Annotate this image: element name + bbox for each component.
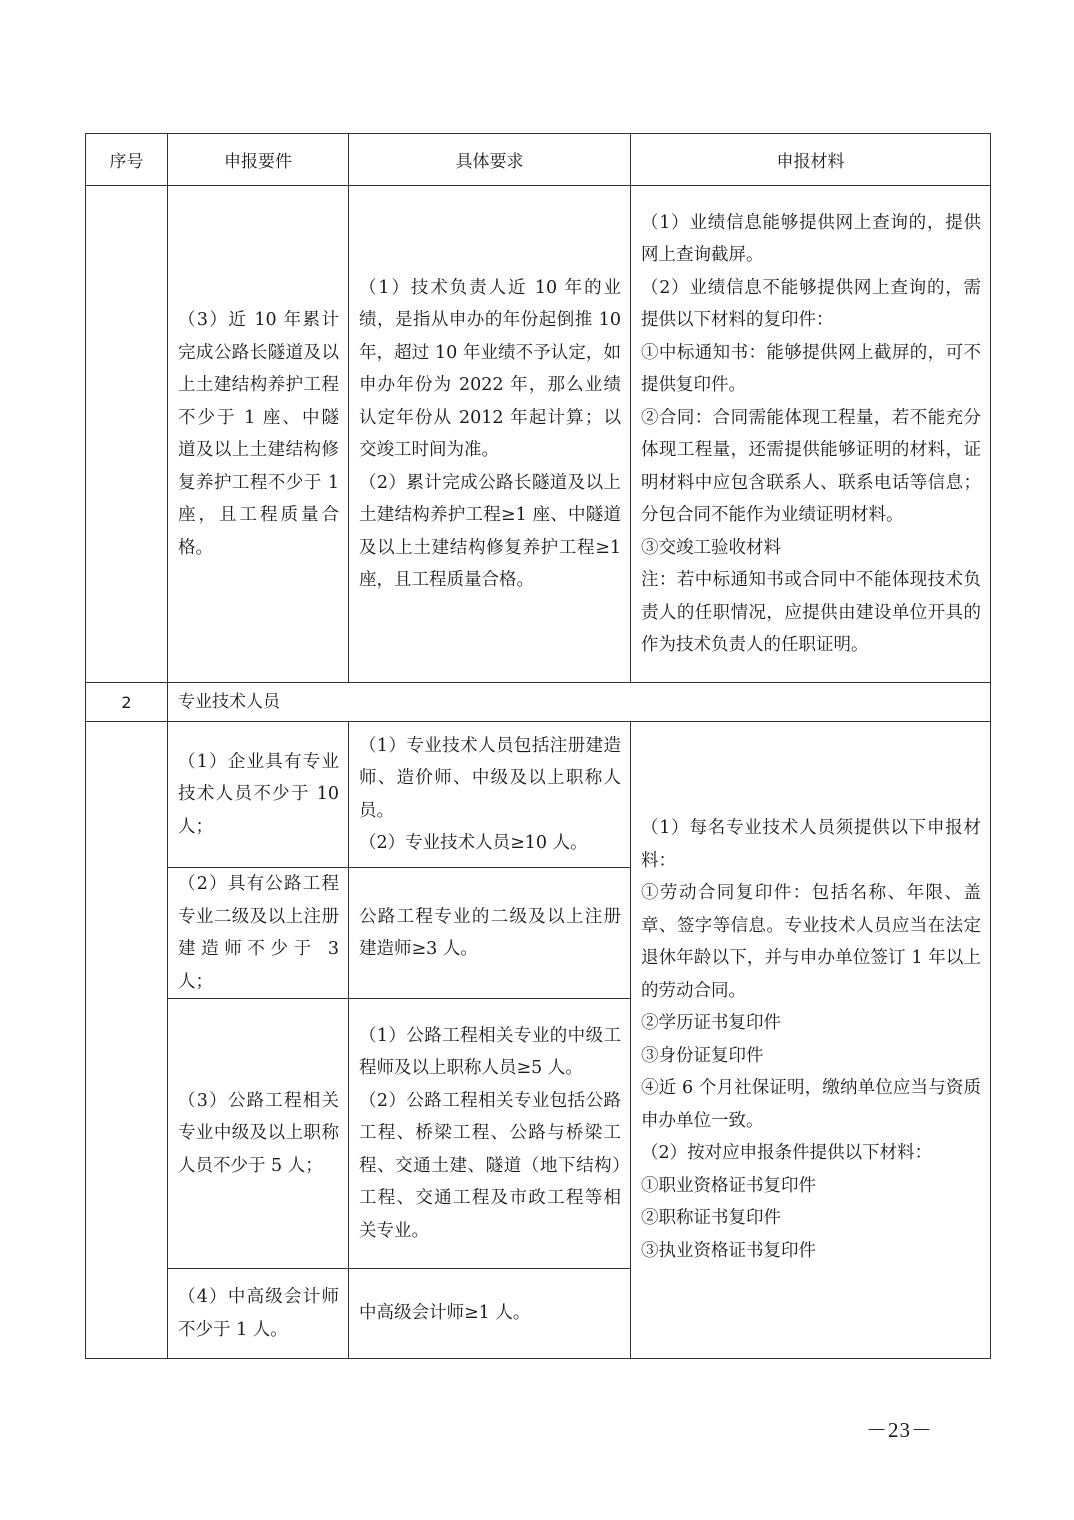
cell-no-empty — [86, 722, 168, 1359]
material-line: （2）按对应申报条件提供以下材料： — [641, 1143, 933, 1163]
section-title: 专业技术人员 — [178, 691, 280, 712]
requirement-line: （2）累计完成公路长隧道及以上土建结构养护工程≥1 座、中隧道及以上土建结构修复养护工程≥1 座，且工程质量合格。 — [359, 472, 621, 590]
cell-item — [168, 186, 349, 683]
section-number: 2 — [86, 683, 168, 722]
cell-item — [168, 722, 349, 868]
requirement-line: （2）公路工程相关专业包括公路工程、桥梁工程、公路与桥梁工程、交通土建、隧道（地下结构）工程、交通工程及市政工程等相关专业。 — [359, 1090, 621, 1241]
staff-item-text: （2）具有公路工程专业二级及以上注册建造师不少于 3 人； — [178, 874, 339, 992]
cell-requirement — [349, 868, 631, 999]
cell-item — [168, 999, 349, 1269]
material-line: 注：若中标通知书或合同中不能体现技术负责人的任职情况，应提供由建设单位开具的作为技术负责人的任职证明。 — [641, 570, 981, 655]
table-row-staff-1 — [86, 722, 991, 868]
staff-item-text: （1）企业具有专业技术人员不少于 10 人； — [178, 751, 339, 837]
material-line: ④近 6 个月社保证明，缴纳单位应当与资质申办单位一致。 — [641, 1078, 981, 1131]
header-materials: 申报材料 — [631, 134, 991, 186]
cell-requirement — [349, 186, 631, 683]
material-line: ②学历证书复印件 — [641, 1013, 781, 1033]
cell-requirement — [349, 999, 631, 1269]
material-line: ①劳动合同复印件：包括名称、年限、盖章、签字等信息。专业技术人员应当在法定退休年龄以下，并与申办单位签订 1 年以上的劳动合同。 — [641, 883, 981, 1001]
material-line: ①中标通知书：能够提供网上截屏的，可不提供复印件。 — [641, 342, 981, 395]
header-requirement: 具体要求 — [349, 134, 631, 186]
cell-no-empty — [86, 186, 168, 683]
table-header-row — [86, 134, 991, 186]
header-item: 申报要件 — [168, 134, 349, 186]
staff-item-text: （4）中高级会计师不少于 1 人。 — [178, 1287, 339, 1340]
requirement-line: （1）专业技术人员包括注册建造师、造价师、中级及以上职称人员。 — [359, 735, 621, 821]
material-line: （2）业绩信息不能够提供网上查询的，需提供以下材料的复印件： — [641, 277, 981, 330]
staff-item-text: （3）公路工程相关专业中级及以上职称人员不少于 5 人； — [178, 1090, 339, 1176]
requirement-line: （1）技术负责人近 10 年的业绩，是指从申办的年份起倒推 10 年，超过 10 年业绩不予认定，如申办年份为 2022 年，那么业绩认定年份从 2012 年起计算；以交竣工时间为准。 — [359, 277, 621, 460]
requirement-line: 公路工程专业的二级及以上注册建造师≥3 人。 — [359, 906, 621, 959]
requirements-table — [85, 133, 991, 1359]
cell-materials — [631, 186, 991, 683]
material-line: ①职业资格证书复印件 — [641, 1175, 816, 1196]
header-no: 序号 — [86, 134, 168, 186]
cell-requirement — [349, 722, 631, 868]
material-line: ②合同：合同需能体现工程量，若不能充分体现工程量，还需提供能够证明的材料，证明材料中应包含联系人、联系电话等信息；分包合同不能作为业绩证明材料。 — [641, 407, 981, 525]
material-line: （1）业绩信息能够提供网上查询的，提供网上查询截屏。 — [641, 212, 981, 265]
requirement-line: 中高级会计师≥1 人。 — [359, 1303, 531, 1324]
cell-staff-materials — [631, 722, 991, 1359]
page-number: －23－ — [866, 1418, 933, 1442]
material-line: ③身份证复印件 — [641, 1045, 764, 1066]
material-line: ③执业资格证书复印件 — [641, 1240, 816, 1261]
requirement-line: （2）专业技术人员≥10 人。 — [359, 833, 588, 853]
requirement-line: （1）公路工程相关专业的中级工程师及以上职称人员≥5 人。 — [359, 1025, 621, 1079]
cell-item — [168, 1269, 349, 1359]
material-line: （1）每名专业技术人员须提供以下申报材料： — [641, 818, 981, 871]
cell-item — [168, 868, 349, 999]
performance-item-text: （3）近 10 年累计完成公路长隧道及以上土建结构养护工程不少于 1 座、中隧道及以上土建结构修复养护工程不少于 1 座，且工程质量合格。 — [178, 310, 339, 558]
cell-requirement — [349, 1269, 631, 1359]
material-line: ③交竣工验收材料 — [641, 537, 781, 558]
table-row-performance — [86, 186, 991, 683]
material-line: ②职称证书复印件 — [641, 1208, 781, 1228]
section-row — [86, 683, 991, 722]
